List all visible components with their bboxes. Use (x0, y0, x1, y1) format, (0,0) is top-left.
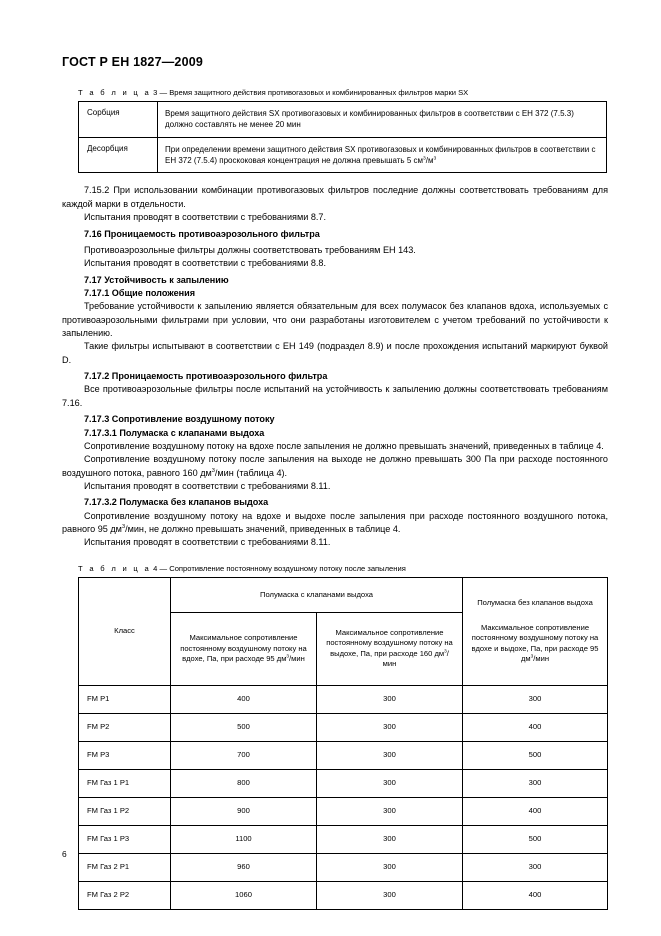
table-row (79, 137, 607, 173)
table-row (79, 825, 608, 853)
table3-row-text (158, 137, 607, 173)
table3-sup-cm3: 3 (423, 156, 426, 162)
table4-cell-inhale: 400 (171, 685, 317, 713)
table4-caption-title: Сопротивление постоянному воздушному потоку после запыления (169, 563, 406, 573)
heading-7-17: 7.17 Устойчивость к запылению (84, 274, 229, 285)
table-row (79, 769, 608, 797)
table4-cell-both: 300 (463, 769, 608, 797)
table4-header-col-exhale-part2: /мин (382, 648, 449, 669)
table4-header-class: Класс (79, 577, 171, 685)
table4-cell-inhale: 900 (171, 797, 317, 825)
table3-caption (78, 88, 608, 97)
table4-caption-label: Т а б л и ц а (78, 563, 152, 573)
paragraph-7-17-2: Все противоаэрозольные фильтры после испытаний на устойчивость к запылению должны соответствовать требованиям 7.16. (62, 384, 608, 408)
table-4 (78, 577, 608, 910)
table4-header-col-both-part2: /мин (533, 653, 550, 663)
sup-dm3: 3 (444, 648, 447, 654)
paragraph-7-15-2: 7.15.2 При использовании комбинации противогазовых фильтров последние должны соответствовать требованиям для каждой марки в отдельности. (62, 185, 608, 209)
table4-caption-number: 4 (153, 563, 158, 573)
heading-7-17-3-1: 7.17.3.1 Полумаска с клапанами выдоха (84, 427, 265, 438)
table4-header-col-inhale-part1: Максимальное сопротивление постоянному воздушному потоку на вдохе, Па, при расходе 95 дм (180, 633, 307, 664)
sup-dm3: 3 (530, 653, 534, 659)
paragraph-7-17-3-1-b-part2: /мин (таблица 4). (214, 467, 288, 478)
heading-7-17-3-2: 7.17.3.2 Полумаска без клапанов выдоха (84, 497, 269, 508)
table4-header-col-exhale (317, 612, 463, 685)
paragraph-7-17-3-2-a-part2: /мин, не должно превышать значений, приведенных в таблице 4. (125, 524, 401, 535)
table-row (79, 881, 608, 909)
table3-row-text-part1: При определении времени защитного действия SX противогазовых и комбинированных фильтров в соответствии с ЕН 372 (7.5.4) проскоковая концентрация не должна превышать 5 см (165, 144, 596, 166)
paragraph-7-17-3-1-a: Сопротивление воздушному потоку на вдохе после запыления не должно превышать значений, приведенных в таблице 4. (84, 440, 604, 451)
table3-sup-m3: 3 (433, 156, 437, 162)
paragraph-7-17-3-2-a (62, 510, 608, 537)
heading-7-16: 7.16 Проницаемость противоаэрозольного фильтра (84, 228, 320, 239)
table3-caption-number: 3 (153, 88, 158, 97)
paragraph-7-17-1-b: Такие фильтры испытывают в соответствии с ЕН 149 (подраздел 8.9) и после прохождения испытаний маркируют буквой D. (62, 341, 608, 365)
paragraph-7-17-3-2-b: Испытания проводят в соответствии с требованиями 8.11. (84, 537, 331, 548)
table4-cell-exhale: 300 (317, 881, 463, 909)
heading-7-17-2: 7.17.2 Проницаемость противоаэрозольного фильтра (84, 371, 328, 382)
paragraph-7-17-3-2-a-part1: Сопротивление воздушному потоку на вдохе и выдохе после запыления при расходе постоянного воздушного потока, равного 95 дм (62, 510, 608, 535)
table4-cell-class: FM Газ 2 P2 (79, 881, 171, 909)
table4-cell-class: FM P2 (79, 713, 171, 741)
table3-row-label: Десорбция (79, 137, 158, 173)
table-row (79, 797, 608, 825)
table-row (79, 853, 608, 881)
paragraph-7-15-2-testing: Испытания проводят в соответствии с требованиями 8.7. (84, 212, 326, 223)
table4-cell-exhale: 300 (317, 741, 463, 769)
sup-dm3: 3 (121, 524, 126, 531)
sup-dm3: 3 (211, 467, 215, 474)
table4-header-without-valves-title: Полумаска без клапанов выдоха (477, 598, 593, 608)
table4-cell-both: 300 (463, 853, 608, 881)
table4-caption-dash: — (159, 563, 168, 573)
table-3 (78, 101, 607, 173)
sup-dm3: 3 (286, 653, 290, 659)
table4-header-group-without-valves (463, 577, 608, 685)
table4-header-col-both-part1: Максимальное сопротивление постоянному воздушному потоку на вдохе и выдохе, Па, при расходе 95 дм (471, 622, 599, 663)
table4-cell-both: 400 (463, 713, 608, 741)
table4-header-group-with-valves: Полумаска с клапанами выдоха (171, 577, 463, 612)
table4-cell-exhale: 300 (317, 797, 463, 825)
table4-cell-inhale: 800 (171, 769, 317, 797)
table4-cell-exhale: 300 (317, 713, 463, 741)
table4-cell-both: 500 (463, 741, 608, 769)
table4-cell-inhale: 1100 (171, 825, 317, 853)
table4-cell-exhale: 300 (317, 769, 463, 797)
page-number: 6 (62, 849, 67, 859)
table3-row-text: Время защитного действия SX противогазовых и комбинированных фильтров в соответствии с ЕН 372 (7.5.3) должно составлять не менее 20 мин (158, 102, 607, 138)
table3-caption-label: Т а б л и ц а (78, 88, 152, 97)
table4-header-col-exhale-part1: Максимальное сопротивление постоянному воздушному потоку на выдохе, Па, при расходе 160 дм (326, 627, 453, 658)
paragraph-7-16-b: Испытания проводят в соответствии с требованиями 8.8. (84, 258, 326, 269)
paragraph-7-17-1-a: Требование устойчивости к запылению является обязательным для всех полумасок без клапанов вдоха, используемых с противоаэрозольными фильтрами при условии, что они разработаны изготовителем с учетом требований по устойчивости к запылению. (62, 301, 608, 339)
table3-row-label: Сорбция (79, 102, 158, 138)
table-row (79, 741, 608, 769)
page-content (62, 88, 608, 910)
table4-header-group-row (79, 577, 608, 612)
table4-cell-exhale: 300 (317, 825, 463, 853)
paragraph-7-17-3-1-b (62, 453, 608, 480)
table4-cell-class: FM Газ 1 P3 (79, 825, 171, 853)
table3-caption-dash: — (159, 88, 168, 97)
table4-cell-class: FM P1 (79, 685, 171, 713)
table4-header-col-both (466, 623, 604, 665)
table4-cell-inhale: 1060 (171, 881, 317, 909)
table4-cell-inhale: 500 (171, 713, 317, 741)
table-row (79, 102, 607, 138)
heading-7-17-1: 7.17.1 Общие положения (84, 287, 196, 298)
paragraph-7-17-3-1-c: Испытания проводят в соответствии с требованиями 8.11. (84, 480, 331, 491)
table4-cell-class: FM Газ 1 P1 (79, 769, 171, 797)
body-text (62, 184, 608, 549)
table4-cell-exhale: 300 (317, 853, 463, 881)
table4-cell-exhale: 300 (317, 685, 463, 713)
heading-7-17-3: 7.17.3 Сопротивление воздушному потоку (84, 414, 275, 425)
table4-cell-class: FM Газ 2 P1 (79, 853, 171, 881)
table4-cell-both: 400 (463, 797, 608, 825)
standard-header: ГОСТ Р ЕН 1827—2009 (62, 55, 204, 69)
table3-row-text-part2: /м (425, 156, 434, 166)
table4-cell-both: 300 (463, 685, 608, 713)
table4-cell-inhale: 700 (171, 741, 317, 769)
paragraph-7-16-a: Противоаэрозольные фильтры должны соответствовать требованиям ЕН 143. (84, 244, 416, 255)
table4-cell-inhale: 960 (171, 853, 317, 881)
table4-caption (78, 564, 608, 573)
paragraph-7-17-3-1-b-part1: Сопротивление воздушному потоку после запыления на выходе не должно превышать 300 Па при расходе постоянного воздушного потока, равного 160 дм (62, 454, 608, 478)
table-row (79, 685, 608, 713)
table4-cell-both: 400 (463, 881, 608, 909)
table3-caption-title: Время защитного действия противогазовых и комбинированных фильтров марки SX (169, 88, 469, 97)
table-row (79, 713, 608, 741)
table4-cell-class: FM P3 (79, 741, 171, 769)
table4-cell-class: FM Газ 1 P2 (79, 797, 171, 825)
table4-cell-both: 500 (463, 825, 608, 853)
table4-header-col-inhale (171, 612, 317, 685)
table4-header-col-inhale-part2: /мин (289, 654, 305, 664)
